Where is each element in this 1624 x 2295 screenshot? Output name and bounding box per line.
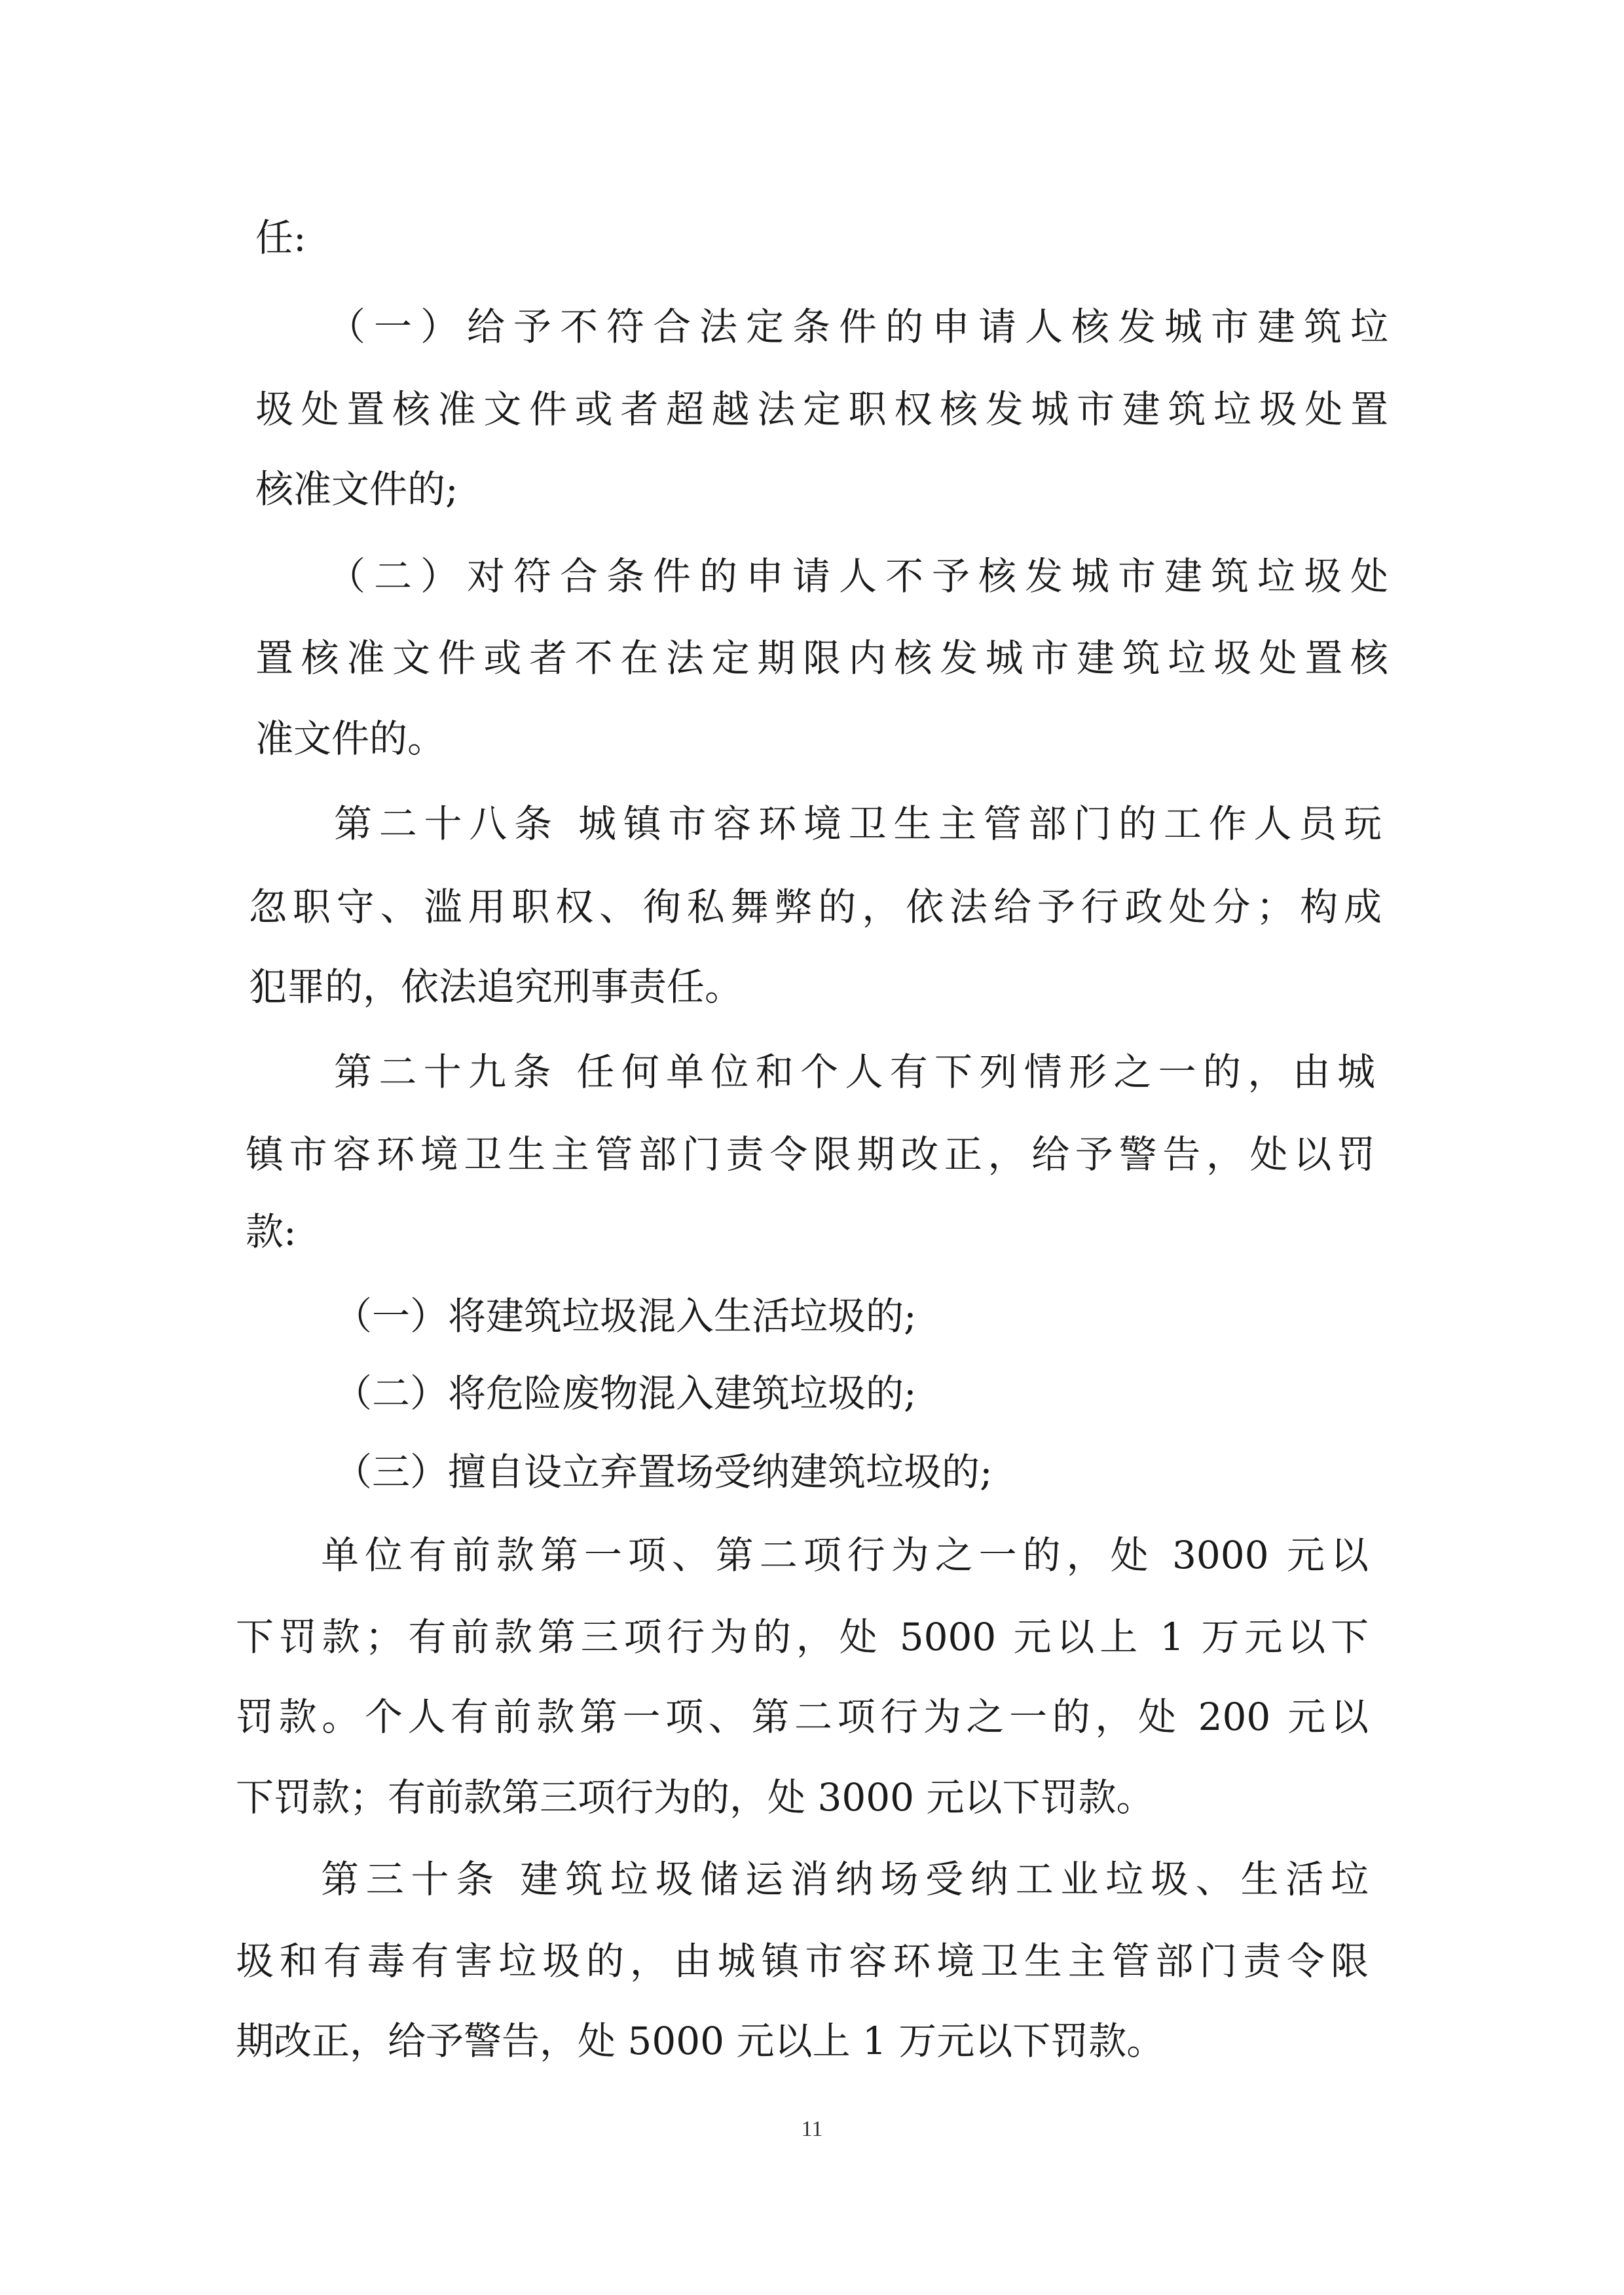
text-line: 圾和有毒有害垃圾的，由城镇市容环境卫生主管部门责令限: [236, 1939, 1369, 1983]
text-line: （一）给予不符合法定条件的申请人核发城市建筑垃: [327, 304, 1388, 349]
text-line: （三）擅自设立弃置场受纳建筑垃圾的;: [334, 1450, 993, 1494]
text-line: 期改正，给予警告，处 5000 元以上 1 万元以下罚款。: [236, 2019, 1165, 2063]
page-number: 11: [801, 2117, 823, 2141]
text-line: （二）对符合条件的申请人不予核发城市建筑垃圾处: [327, 554, 1388, 598]
text-line: 下罚款；有前款第三项行为的，处 5000 元以上 1 万元以下: [236, 1615, 1369, 1659]
text-line: 第三十条 建筑垃圾储运消纳场受纳工业垃圾、生活垃: [321, 1857, 1369, 1901]
text-line: （一）将建筑垃圾混入生活垃圾的;: [334, 1294, 917, 1338]
text-line: 单位有前款第一项、第二项行为之一的，处 3000 元以: [321, 1533, 1369, 1577]
text-line: 任:: [255, 215, 306, 260]
text-line: 忽职守、滥用职权、徇私舞弊的，依法给予行政处分；构成: [249, 885, 1382, 929]
text-line: 准文件的。: [255, 716, 446, 761]
text-line: 置核准文件或者不在法定期限内核发城市建筑垃圾处置核: [255, 636, 1388, 680]
text-line: （二）将危险废物混入建筑垃圾的;: [334, 1371, 917, 1416]
text-line: 第二十九条 任何单位和个人有下列情形之一的，由城: [334, 1050, 1375, 1094]
text-line: 犯罪的，依法追究刑事责任。: [249, 964, 743, 1009]
text-line: 款:: [246, 1209, 297, 1254]
text-line: 第二十八条 城镇市容环境卫生主管部门的工作人员玩: [334, 801, 1382, 846]
text-line: 罚款。个人有前款第一项、第二项行为之一的，处 200 元以: [236, 1695, 1369, 1739]
text-line: 镇市容环境卫生主管部门责令限期改正，给予警告，处以罚: [246, 1132, 1375, 1177]
text-line: 圾处置核准文件或者超越法定职权核发城市建筑垃圾处置: [255, 387, 1388, 431]
text-line: 核准文件的;: [255, 467, 458, 511]
text-line: 下罚款；有前款第三项行为的，处 3000 元以下罚款。: [236, 1775, 1154, 1820]
